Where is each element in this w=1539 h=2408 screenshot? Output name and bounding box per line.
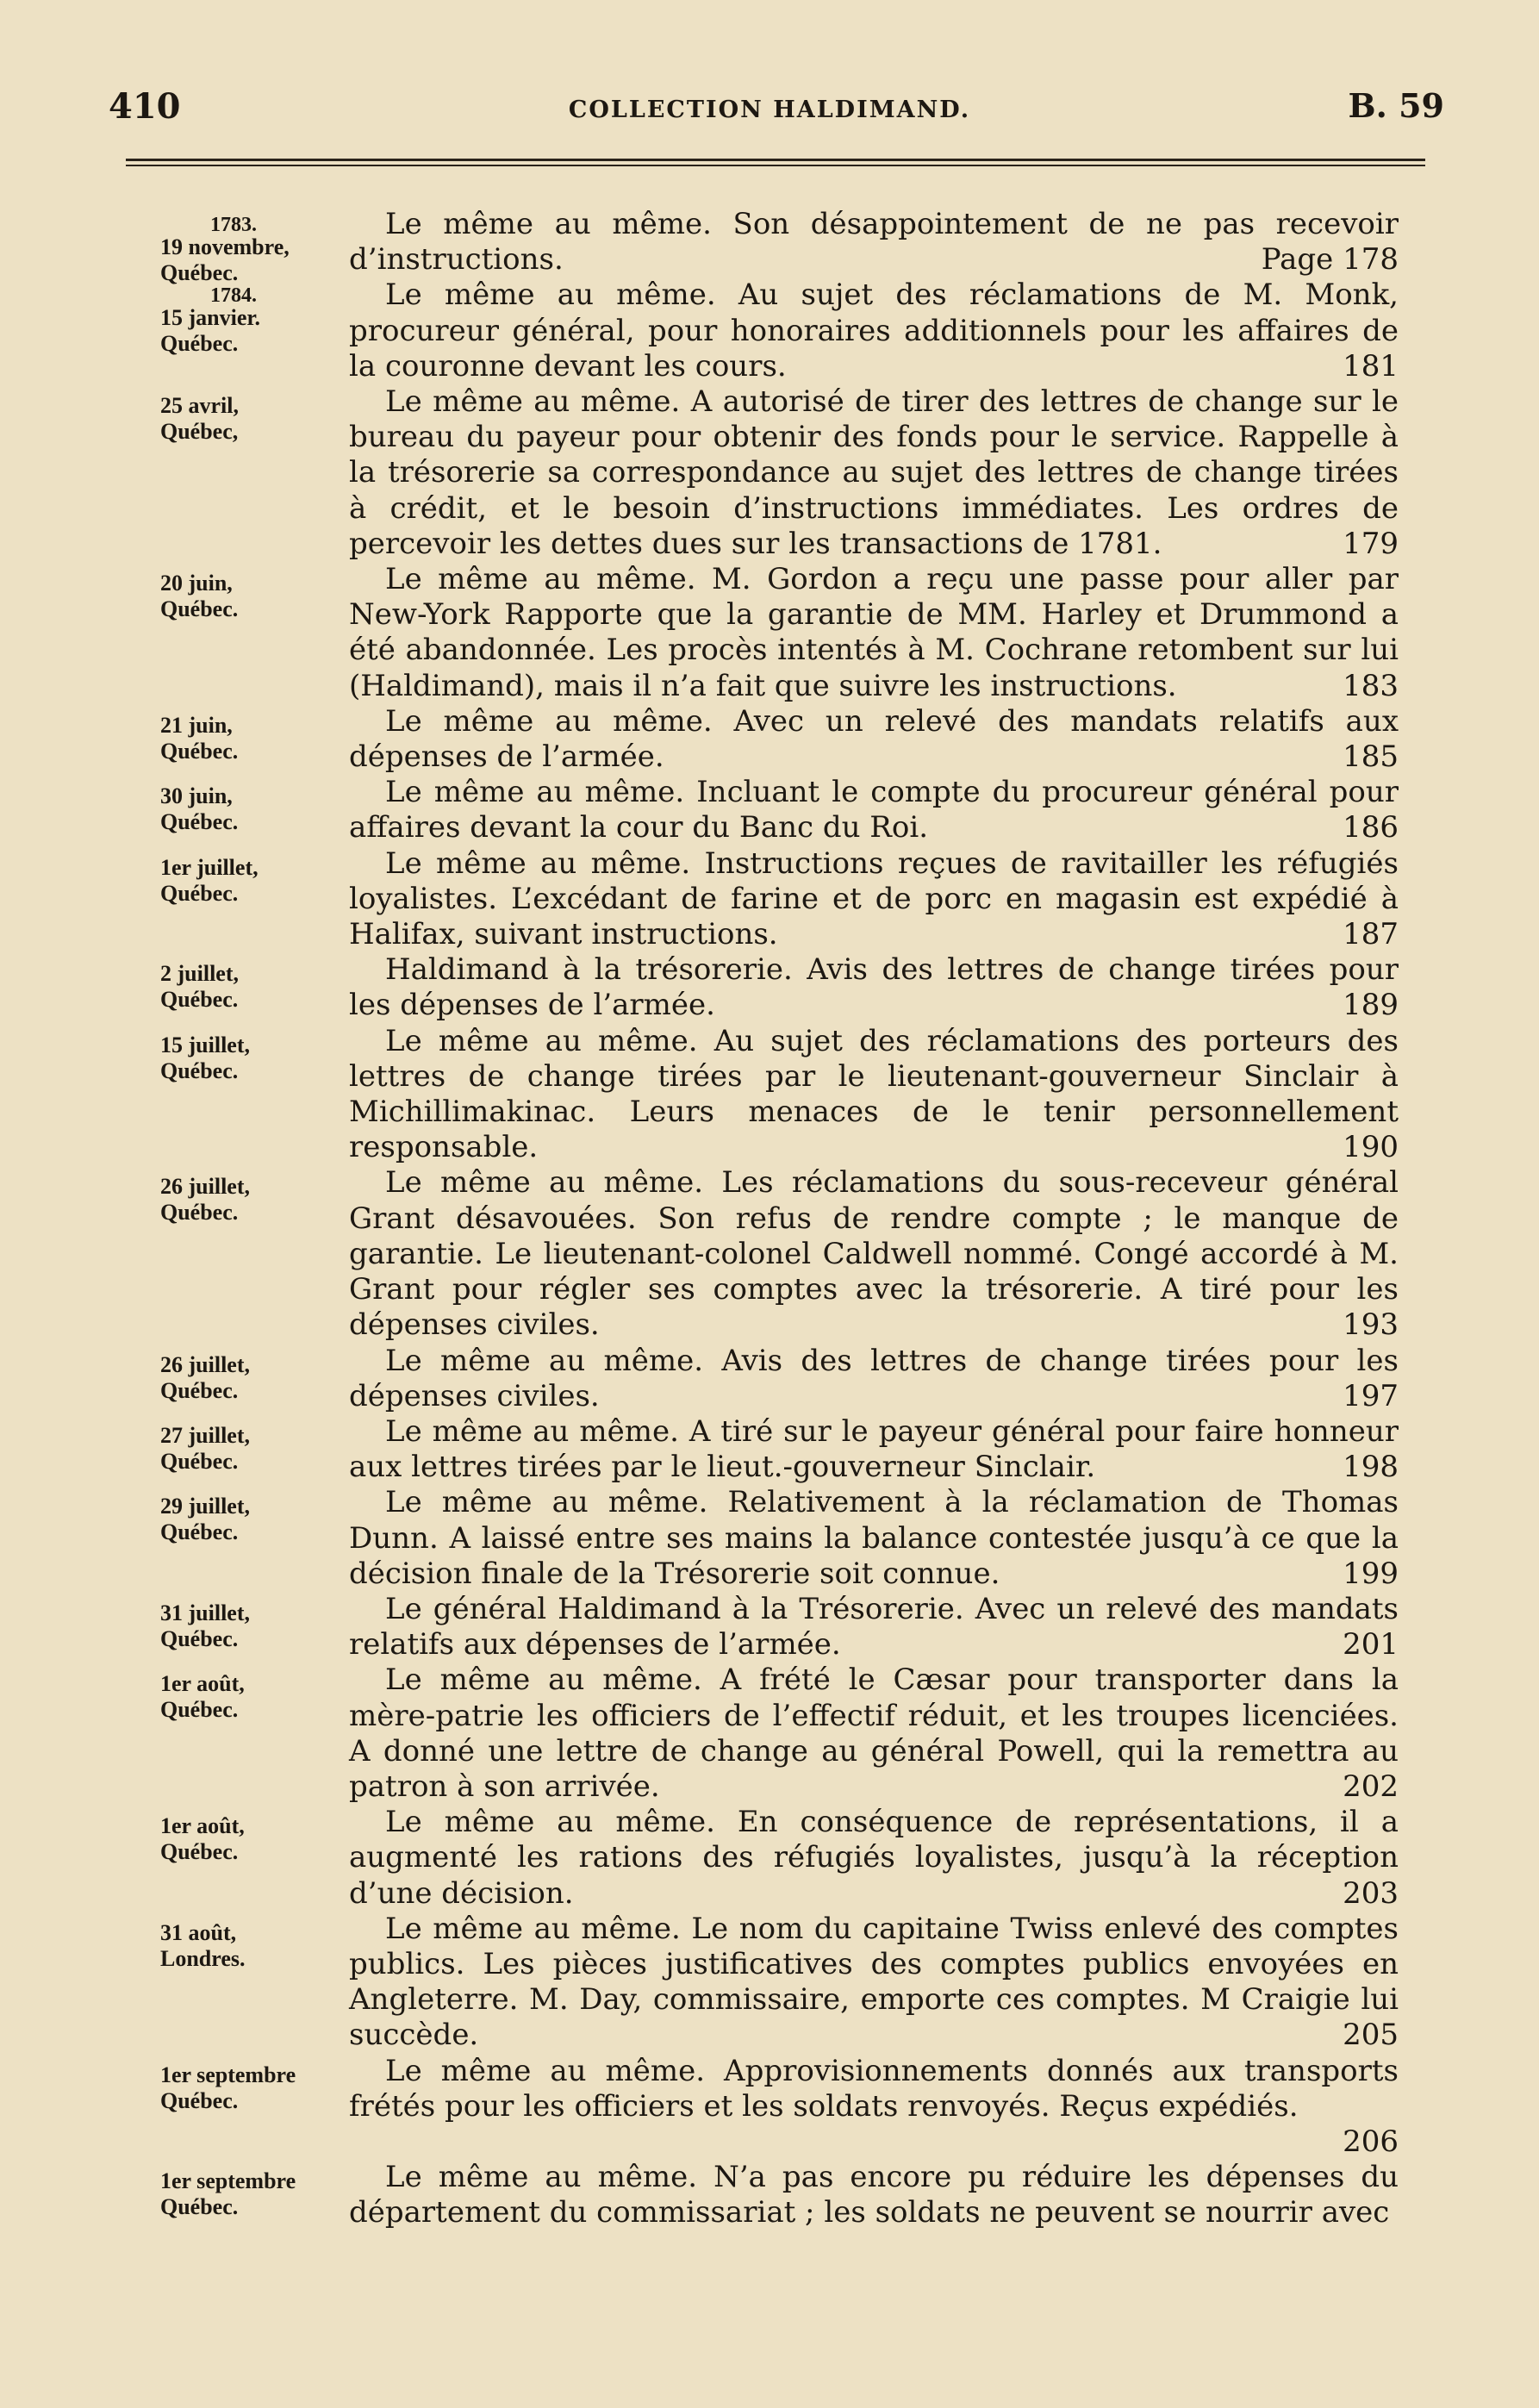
entry-date (160, 1600, 350, 1652)
entry-summary: Le même au même. En conséquence de représentations, il a augmenté les rations des réfugiés loyalistes, jusqu’à la réception d’une décision. (349, 1805, 1399, 1911)
entry-year: 1784. (210, 284, 257, 308)
entry-page-reference: 199 (1343, 1556, 1399, 1591)
entry-date-line: Québec. (160, 880, 239, 906)
calendar-entry (0, 1414, 1539, 1485)
entry-date-line: 21 juin, (160, 712, 233, 738)
entry-page-reference: 202 (1343, 1769, 1399, 1804)
entry-date-line: Québec. (160, 738, 239, 764)
entry-page-reference: 190 (1343, 1130, 1399, 1165)
entry-date-line: 30 juin, (160, 783, 233, 809)
calendar-entry (0, 278, 1539, 384)
entry-date-line: Québec. (160, 1057, 239, 1083)
entry-date (160, 2168, 350, 2220)
entry-date-line: 19 novembre, (160, 234, 290, 259)
entry-date (160, 1174, 350, 1226)
entry-summary: Le même au même. Au sujet des réclamations de M. Monk, procureur général, pour honoraires additionnels pour les affaires de la couronne devant les cours. (349, 278, 1399, 384)
entry-text (349, 1663, 1399, 1805)
entry-page-reference: 197 (1343, 1378, 1399, 1413)
entry-page-reference: 193 (1343, 1307, 1399, 1343)
entry-date (160, 286, 350, 357)
entry-date-line: 29 juillet, (160, 1494, 250, 1519)
calendar-entry (0, 1485, 1539, 1592)
entry-page-reference: Page 178 (1261, 242, 1399, 278)
entry-summary: Le même au même. Instructions reçues de ravitailler les réfugiés loyalistes. L’excédant de farine et de porc en magasin est expédié à Halifax, suivant instructions. (349, 845, 1399, 952)
calendar-entry (0, 1912, 1539, 2054)
calendar-entry (0, 1165, 1539, 1343)
entry-date-line: 1er septembre (160, 2062, 296, 2087)
entry-summary: Le même au même. Relativement à la réclamation de Thomas Dunn. A laissé entre ses mains la balance contestée jusqu’à ce que la décision finale de la Trésorerie soit connue. (349, 1485, 1399, 1591)
entry-date-line: Québec. (160, 2087, 239, 2113)
entry-date-line: Québec, (160, 419, 239, 445)
entry-summary: Le même au même. Son désappointement de ne pas recevoir d’instructions. (349, 207, 1399, 278)
entry-page-reference: 181 (1343, 348, 1399, 384)
entry-date (160, 215, 350, 286)
calendar-entry (0, 704, 1539, 775)
entry-date-line: 31 juillet, (160, 1600, 250, 1625)
entry-summary: Le même au même. Au sujet des réclamations des porteurs des lettres de change tirées par le lieutenant-gouverneur Sinclair à Michillimakinac. Leurs menaces de le tenir personnellement responsable. (349, 1023, 1399, 1165)
entry-date (160, 713, 350, 764)
calendar-entry (0, 1663, 1539, 1805)
entry-summary: Le même au même. Approvisionnements donnés aux transports frétés pour les officiers et les soldats renvoyés. Reçus expédiés. (349, 2053, 1399, 2124)
entry-text (349, 1344, 1399, 1414)
entry-text (349, 1912, 1399, 2054)
entry-page-reference: 201 (1343, 1627, 1399, 1663)
volume-reference: B. 59 (1348, 86, 1444, 125)
entry-date-line: 25 avril, (160, 393, 239, 419)
entry-summary: Le même au même. M. Gordon a reçu une passe pour aller par New-York Rapporte que la garantie de MM. Harley et Drummond a été abandonnée. Les procès intentés à M. Cochrane retombent sur lui (Haldimand), mais il n’a fait que suivre les instructions. (349, 562, 1399, 703)
entry-date-line: Québec. (160, 1625, 239, 1651)
entry-summary: Le même au même. A tiré sur le payeur général pour faire honneur aux lettres tirées par le lieut.-gouverneur Sinclair. (349, 1413, 1399, 1485)
running-title: COLLECTION HALDIMAND. (568, 97, 971, 123)
entry-summary: Le général Haldimand à la Trésorerie. Avec un relevé des mandats relatifs aux dépenses de l’armée. (349, 1591, 1399, 1663)
entry-text (349, 562, 1399, 704)
entry-text (349, 207, 1399, 278)
entry-date (160, 855, 350, 907)
calendar-entry (0, 562, 1539, 704)
entry-date (160, 2062, 350, 2114)
entry-date-line: Québec. (160, 1839, 239, 1865)
header-rule (126, 159, 1425, 161)
calendar-entry (0, 846, 1539, 953)
entry-summary: Le même au même. A frété le Cæsar pour transporter dans la mère-patrie les officiers de l’effectif réduit, et les troupes licenciées. A donné une lettre de change au général Powell, qui la remettra au patron à son arrivée. (349, 1663, 1399, 1804)
entry-date-line: 1er août, (160, 1813, 245, 1839)
entry-date (160, 1494, 350, 1545)
entry-date-line: Québec. (160, 331, 239, 357)
entry-date-line: Québec. (160, 596, 239, 622)
entry-page-reference: 185 (1343, 739, 1399, 775)
entry-text (349, 1592, 1399, 1663)
entry-date-line: 1er août, (160, 1671, 245, 1697)
entry-date-line: Québec. (160, 1377, 239, 1403)
entry-text (349, 1024, 1399, 1166)
calendar-entry (0, 1024, 1539, 1166)
calendar-entry (0, 2160, 1539, 2230)
calendar-entry (0, 207, 1539, 285)
entry-date-line: Québec. (160, 1200, 239, 1226)
calendar-entry (0, 1592, 1539, 1663)
entry-page-reference: 187 (1343, 917, 1399, 952)
entry-date (160, 393, 350, 445)
entry-page-reference: 189 (1343, 988, 1399, 1023)
entry-summary: Haldimand à la trésorerie. Avis des lettres de change tirées pour les dépenses de l’armée. (349, 952, 1399, 1023)
entry-date-line: 2 juillet, (160, 961, 239, 987)
entry-summary: Le même au même. Avis des lettres de change tirées pour les dépenses civiles. (349, 1343, 1399, 1413)
entry-date-line: Londres. (160, 1945, 246, 1971)
entry-text (349, 775, 1399, 845)
calendar-entry (0, 952, 1539, 1023)
entry-date (160, 1671, 350, 1723)
entry-summary: Le même au même. Les réclamations du sous-receveur général Grant désavouées. Son refus de rendre compte ; le manque de garantie. Le lieutenant-colonel Caldwell nommé. Congé accordé à M. Grant pour régler ses comptes avec la trésorerie. A tiré pour les dépenses civiles. (349, 1165, 1399, 1343)
entry-date (160, 1352, 350, 1404)
entry-text (349, 952, 1399, 1023)
entry-date (160, 961, 350, 1013)
entry-date-line: Québec. (160, 1697, 239, 1723)
entry-text (349, 1414, 1399, 1485)
calendar-entries (0, 207, 1539, 2231)
entry-summary: Le même au même. Avec un relevé des mandats relatifs aux dépenses de l’armée. (349, 703, 1399, 775)
entry-date-line: 31 août, (160, 1919, 237, 1945)
entry-date-line: 26 juillet, (160, 1351, 250, 1377)
entry-year: 1783. (210, 214, 257, 236)
entry-date-line: 1er juillet, (160, 854, 259, 880)
entry-date (160, 783, 350, 835)
entry-text (349, 2054, 1399, 2161)
entry-date-line: Québec. (160, 2194, 239, 2220)
entry-page-reference: 183 (1343, 668, 1399, 703)
entry-date-line: Québec. (160, 1448, 239, 1474)
page-number: 410 (109, 86, 181, 127)
entry-date (160, 571, 350, 622)
entry-summary: Le même au même. Le nom du capitaine Twiss enlevé des comptes publics. Les pièces justificatives des comptes publics envoyées en Angleterre. M. Day, commissaire, emporte ces comptes. M Craigie lui succède. (349, 1911, 1399, 2053)
entry-text (349, 2160, 1399, 2230)
calendar-entry (0, 2054, 1539, 2161)
entry-summary: Le même au même. A autorisé de tirer des lettres de change sur le bureau du payeur pour obtenir des fonds pour le service. Rappelle à la trésorerie sa correspondance au sujet des lettres de change tirées à crédit, et le besoin d’instructions immédiates. Les ordres de percevoir les dettes dues sur les transactions de 1781. (349, 384, 1399, 561)
entry-date-line: Québec. (160, 260, 239, 285)
entry-page-reference: 203 (1343, 1875, 1399, 1911)
calendar-entry (0, 775, 1539, 845)
entry-text (349, 278, 1399, 384)
entry-page-reference: 179 (1343, 526, 1399, 561)
entry-page-reference: 186 (1343, 810, 1399, 845)
entry-summary: Le même au même. Incluant le compte du procureur général pour affaires devant la cour du Banc du Roi. (349, 775, 1399, 845)
entry-page-reference: 198 (1343, 1450, 1399, 1485)
entry-text (349, 1485, 1399, 1592)
entry-page-reference: 206 (1343, 2124, 1399, 2159)
calendar-entry (0, 1805, 1539, 1912)
entry-date-line: Québec. (160, 809, 239, 835)
calendar-entry (0, 384, 1539, 562)
entry-date-line: 26 juillet, (160, 1174, 250, 1200)
entry-date (160, 1813, 350, 1865)
entry-date (160, 1032, 350, 1084)
entry-date-line: Québec. (160, 987, 239, 1013)
entry-page-reference: 205 (1343, 2018, 1399, 2053)
entry-text (349, 1805, 1399, 1912)
entry-date-line: 15 janvier. (160, 305, 261, 331)
calendar-entry (0, 1344, 1539, 1414)
entry-text (349, 704, 1399, 775)
entry-text (349, 846, 1399, 953)
entry-text (349, 1165, 1399, 1343)
entry-date (160, 1423, 350, 1475)
entry-date-line: 27 juillet, (160, 1422, 250, 1448)
entry-date-line: 15 juillet, (160, 1032, 250, 1057)
entry-date-line: 1er septembre (160, 2168, 296, 2194)
entry-summary: Le même au même. N’a pas encore pu réduire les dépenses du département du commissariat ; les soldats ne peuvent se nourrir avec (349, 2160, 1399, 2230)
entry-date-line: 20 juin, (160, 571, 233, 596)
page-header (0, 86, 1539, 138)
entry-date-line: Québec. (160, 1519, 239, 1545)
entry-date (160, 1920, 350, 1972)
header-rule-thin (126, 165, 1425, 166)
entry-text (349, 384, 1399, 562)
